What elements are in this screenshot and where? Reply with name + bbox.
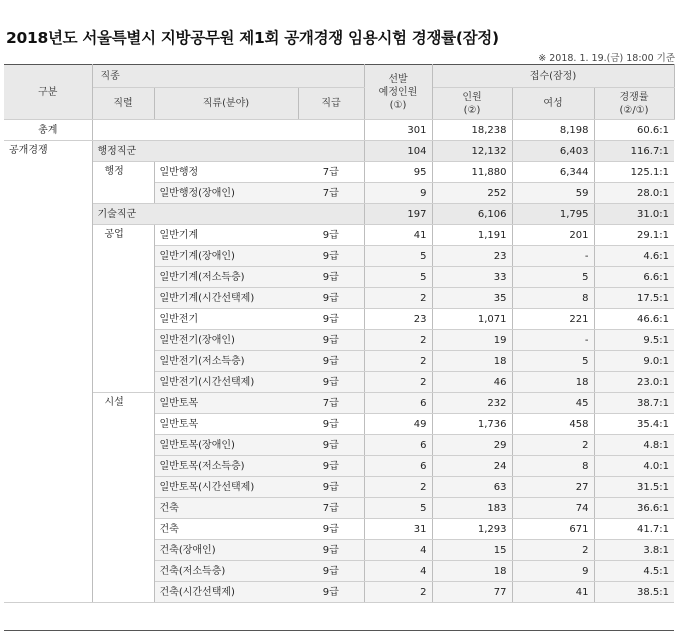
cell-yeoseong: 201 xyxy=(512,225,594,246)
cell-jikryu: 일반전기(저소득층) xyxy=(154,351,298,372)
cell-inwon: 19 xyxy=(432,330,512,351)
cell-group: 행정직군 xyxy=(92,141,364,162)
header-ratio: 경쟁률 (②/①) xyxy=(594,88,674,120)
cell-ratio: 31.0:1 xyxy=(594,204,674,225)
cell-jikgeup: 9급 xyxy=(298,582,364,603)
cell-ratio: 6.6:1 xyxy=(594,267,674,288)
cell-inwon: 232 xyxy=(432,393,512,414)
cell-inwon: 183 xyxy=(432,498,512,519)
cell-yeoseong: 2 xyxy=(512,540,594,561)
cell-ratio: 9.5:1 xyxy=(594,330,674,351)
cell-yeoseong: 5 xyxy=(512,267,594,288)
header-jikjong: 직종 xyxy=(92,65,364,88)
cell-seonbal: 23 xyxy=(364,309,432,330)
table-row xyxy=(4,120,674,141)
cell-jikryu: 일반기계 xyxy=(154,225,298,246)
cell-yeoseong: 27 xyxy=(512,477,594,498)
table-row xyxy=(4,204,674,225)
cell-inwon: 18 xyxy=(432,351,512,372)
cell-yeoseong: 9 xyxy=(512,561,594,582)
cell-ratio: 4.0:1 xyxy=(594,456,674,477)
cell-inwon: 1,293 xyxy=(432,519,512,540)
cell-inwon: 11,880 xyxy=(432,162,512,183)
cell-empty xyxy=(92,120,364,141)
cell-jikryu: 일반토목 xyxy=(154,393,298,414)
cell-jikryu: 일반기계(장애인) xyxy=(154,246,298,267)
cell-ratio: 38.5:1 xyxy=(594,582,674,603)
cell-yeoseong: 2 xyxy=(512,435,594,456)
cell-yeoseong: 59 xyxy=(512,183,594,204)
cell-ratio: 3.8:1 xyxy=(594,540,674,561)
cell-jikgeup: 9급 xyxy=(298,519,364,540)
cell-jikgeup: 9급 xyxy=(298,351,364,372)
cell-jikryu: 일반기계(저소득층) xyxy=(154,267,298,288)
as-of-note: ※ 2018. 1. 19.(금) 18:00 기준 xyxy=(538,53,675,64)
cell-ratio: 17.5:1 xyxy=(594,288,674,309)
cell-jikryu: 일반토목 xyxy=(154,414,298,435)
cell-yeoseong: 74 xyxy=(512,498,594,519)
cell-jikgeup: 9급 xyxy=(298,225,364,246)
cell-jikgeup: 9급 xyxy=(298,246,364,267)
table-bottom-border xyxy=(4,630,674,631)
cell-jikgeup: 9급 xyxy=(298,330,364,351)
table-row xyxy=(4,225,674,246)
cell-jikgeup: 7급 xyxy=(298,183,364,204)
table-row xyxy=(4,393,674,414)
cell-jikryu: 일반행정(장애인) xyxy=(154,183,298,204)
cell-seonbal: 2 xyxy=(364,582,432,603)
cell-jikryu: 일반행정 xyxy=(154,162,298,183)
cell-seonbal: 2 xyxy=(364,477,432,498)
cell-ratio: 125.1:1 xyxy=(594,162,674,183)
cell-jikgeup: 9급 xyxy=(298,267,364,288)
cell-seonbal: 9 xyxy=(364,183,432,204)
cell-yeoseong: 6,344 xyxy=(512,162,594,183)
header-inwon: 인원 (②) xyxy=(432,88,512,120)
cell-inwon: 12,132 xyxy=(432,141,512,162)
competition-ratio-table xyxy=(4,64,675,603)
cell-ratio: 41.7:1 xyxy=(594,519,674,540)
cell-inwon: 46 xyxy=(432,372,512,393)
cell-jikryu: 일반전기(시간선택제) xyxy=(154,372,298,393)
cell-jikryu: 일반토목(시간선택제) xyxy=(154,477,298,498)
cell-inwon: 18 xyxy=(432,561,512,582)
cell-inwon: 63 xyxy=(432,477,512,498)
header-seonbal: 선발 예정인원 (①) xyxy=(364,65,432,120)
cell-jikryu: 일반전기 xyxy=(154,309,298,330)
header-yeoseong: 여성 xyxy=(512,88,594,120)
cell-yeoseong: 8 xyxy=(512,288,594,309)
cell-seonbal: 197 xyxy=(364,204,432,225)
cell-yeoseong: 221 xyxy=(512,309,594,330)
cell-inwon: 77 xyxy=(432,582,512,603)
cell-jikryeol: 공업 xyxy=(92,225,154,393)
cell-jikgeup: 9급 xyxy=(298,561,364,582)
table-row xyxy=(4,141,674,162)
cell-ratio: 36.6:1 xyxy=(594,498,674,519)
cell-jikgeup: 7급 xyxy=(298,498,364,519)
cell-jikryu: 건축(시간선택제) xyxy=(154,582,298,603)
cell-yeoseong: 671 xyxy=(512,519,594,540)
cell-seonbal: 4 xyxy=(364,561,432,582)
cell-seonbal: 95 xyxy=(364,162,432,183)
cell-inwon: 6,106 xyxy=(432,204,512,225)
cell-jikryu: 건축(장애인) xyxy=(154,540,298,561)
cell-seonbal: 6 xyxy=(364,393,432,414)
cell-jikgeup: 9급 xyxy=(298,288,364,309)
cell-jikryu: 건축 xyxy=(154,519,298,540)
cell-yeoseong: 41 xyxy=(512,582,594,603)
cell-yeoseong: 458 xyxy=(512,414,594,435)
header-jikryeol: 직렬 xyxy=(92,88,154,120)
cell-yeoseong: 18 xyxy=(512,372,594,393)
table-row xyxy=(4,162,674,183)
cell-ratio: 9.0:1 xyxy=(594,351,674,372)
cell-jikgeup: 9급 xyxy=(298,477,364,498)
cell-ratio: 4.5:1 xyxy=(594,561,674,582)
cell-jikryu: 건축(저소득층) xyxy=(154,561,298,582)
page-title: 2018년도 서울특별시 지방공무원 제1회 공개경쟁 임용시험 경쟁률(잠정) xyxy=(6,29,499,47)
cell-jikryu: 일반토목(저소득층) xyxy=(154,456,298,477)
cell-yeoseong: 8 xyxy=(512,456,594,477)
cell-jikgeup: 9급 xyxy=(298,456,364,477)
cell-seonbal: 2 xyxy=(364,288,432,309)
cell-jikgeup: 9급 xyxy=(298,540,364,561)
cell-inwon: 23 xyxy=(432,246,512,267)
cell-ratio: 23.0:1 xyxy=(594,372,674,393)
cell-ratio: 4.8:1 xyxy=(594,435,674,456)
cell-seonbal: 49 xyxy=(364,414,432,435)
cell-jikgeup: 7급 xyxy=(298,162,364,183)
cell-ratio: 38.7:1 xyxy=(594,393,674,414)
cell-gubun: 공개경쟁 xyxy=(4,141,92,603)
cell-jikryu: 일반토목(장애인) xyxy=(154,435,298,456)
cell-seonbal: 104 xyxy=(364,141,432,162)
cell-seonbal: 31 xyxy=(364,519,432,540)
cell-jikgeup: 7급 xyxy=(298,393,364,414)
cell-seonbal: 41 xyxy=(364,225,432,246)
cell-yeoseong: 5 xyxy=(512,351,594,372)
cell-yeoseong: 6,403 xyxy=(512,141,594,162)
cell-jikgeup: 9급 xyxy=(298,435,364,456)
cell-jikgeup: 9급 xyxy=(298,309,364,330)
cell-inwon: 15 xyxy=(432,540,512,561)
cell-inwon: 33 xyxy=(432,267,512,288)
cell-jikryu: 일반기계(시간선택제) xyxy=(154,288,298,309)
cell-inwon: 1,191 xyxy=(432,225,512,246)
cell-group: 기술직군 xyxy=(92,204,364,225)
cell-inwon: 252 xyxy=(432,183,512,204)
cell-ratio: 31.5:1 xyxy=(594,477,674,498)
cell-inwon: 18,238 xyxy=(432,120,512,141)
cell-ratio: 29.1:1 xyxy=(594,225,674,246)
cell-ratio: 28.0:1 xyxy=(594,183,674,204)
cell-yeoseong: - xyxy=(512,246,594,267)
cell-ratio: 46.6:1 xyxy=(594,309,674,330)
cell-seonbal: 4 xyxy=(364,540,432,561)
cell-seonbal: 5 xyxy=(364,498,432,519)
cell-ratio: 60.6:1 xyxy=(594,120,674,141)
cell-jikgeup: 9급 xyxy=(298,372,364,393)
cell-inwon: 1,736 xyxy=(432,414,512,435)
cell-jikryeol: 시설 xyxy=(92,393,154,603)
cell-ratio: 116.7:1 xyxy=(594,141,674,162)
header-jikgeup: 직급 xyxy=(298,88,364,120)
cell-seonbal: 6 xyxy=(364,456,432,477)
cell-seonbal: 5 xyxy=(364,267,432,288)
header-jikryu: 직류(분야) xyxy=(154,88,298,120)
cell-inwon: 1,071 xyxy=(432,309,512,330)
cell-seonbal: 2 xyxy=(364,351,432,372)
cell-ratio: 4.6:1 xyxy=(594,246,674,267)
cell-seonbal: 2 xyxy=(364,372,432,393)
cell-seonbal: 2 xyxy=(364,330,432,351)
cell-jikryeol: 행정 xyxy=(92,162,154,204)
cell-inwon: 29 xyxy=(432,435,512,456)
cell-yeoseong: 45 xyxy=(512,393,594,414)
cell-jikgeup: 9급 xyxy=(298,414,364,435)
cell-seonbal: 6 xyxy=(364,435,432,456)
cell-yeoseong: 8,198 xyxy=(512,120,594,141)
cell-inwon: 35 xyxy=(432,288,512,309)
cell-ratio: 35.4:1 xyxy=(594,414,674,435)
cell-seonbal: 5 xyxy=(364,246,432,267)
cell-yeoseong: 1,795 xyxy=(512,204,594,225)
header-gubun: 구분 xyxy=(4,65,92,120)
cell-jikryu: 일반전기(장애인) xyxy=(154,330,298,351)
cell-inwon: 24 xyxy=(432,456,512,477)
header-jeopsu: 접수(잠정) xyxy=(432,65,674,88)
cell-yeoseong: - xyxy=(512,330,594,351)
cell-gubun: 총계 xyxy=(4,120,92,141)
cell-seonbal: 301 xyxy=(364,120,432,141)
cell-jikryu: 건축 xyxy=(154,498,298,519)
